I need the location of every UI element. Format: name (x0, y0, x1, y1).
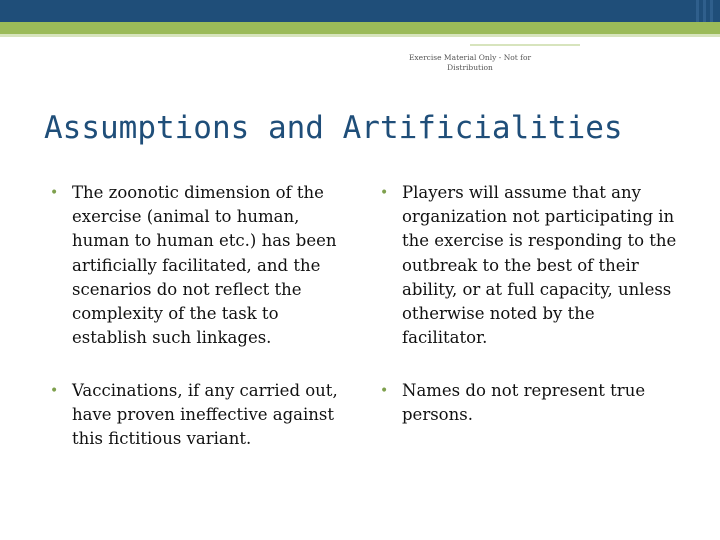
header-accent-bar (696, 0, 699, 22)
header-divider-short (470, 44, 580, 46)
bullet-item: • Names do not represent true persons. (374, 379, 684, 427)
bullet-block-top-right (374, 181, 684, 350)
bullet-block-bottom-left (44, 379, 344, 452)
bullet-item: • Vaccinations, if any carried out, have proven ineffective against this fictitious variant. (44, 379, 344, 452)
bullet-block-bottom-right (374, 379, 684, 427)
bullet-item: • The zoonotic dimension of the exercise (animal to human, human to human etc.) has been artificially facilitated, and the scenarios do not reflect the complexity of the task to establish such linkages. (44, 181, 344, 350)
bullet-block-top-left (44, 181, 344, 350)
header-accent-bar (703, 0, 706, 22)
header-stripe (0, 22, 720, 34)
bullet-item: • Players will assume that any organization not participating in the exercise is responding to the outbreak to the best of their ability, or at full capacity, unless otherwise noted by the facilitator. (374, 181, 684, 350)
header-band (0, 0, 720, 22)
header-accent-bar (710, 0, 713, 22)
slide-title: Assumptions and Artificialities (44, 110, 623, 146)
header-divider (0, 34, 720, 37)
distribution-notice: Exercise Material Only - Not for Distribution (408, 53, 532, 72)
